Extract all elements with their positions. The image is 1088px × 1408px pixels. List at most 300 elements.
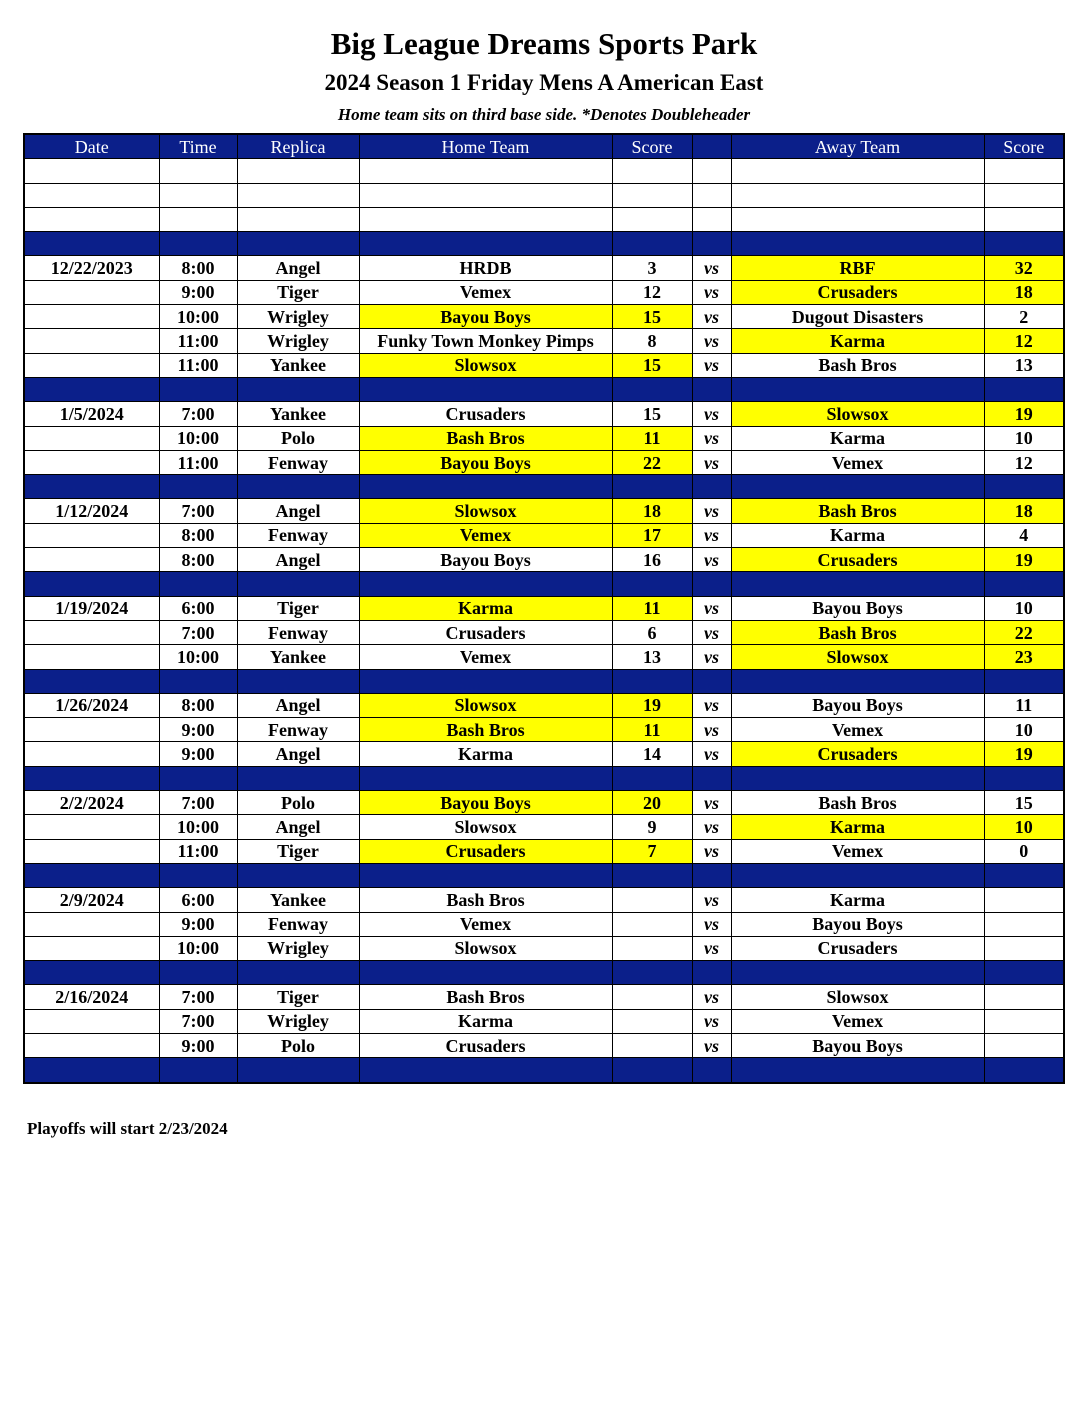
away-score: 12 (984, 329, 1064, 353)
game-time: 7:00 (159, 985, 237, 1009)
separator-cell (692, 766, 731, 790)
blank-cell (237, 159, 359, 183)
game-time: 9:00 (159, 912, 237, 936)
away-score: 0 (984, 839, 1064, 863)
game-date: 1/5/2024 (24, 402, 159, 426)
separator-cell (237, 377, 359, 401)
game-time: 6:00 (159, 888, 237, 912)
blank-cell (612, 159, 692, 183)
home-team: Crusaders (359, 839, 612, 863)
week-separator-row (24, 232, 1064, 256)
week-separator-row (24, 961, 1064, 985)
vs-label: vs (692, 596, 731, 620)
game-replica-field: Fenway (237, 718, 359, 742)
game-row (24, 912, 1064, 936)
page-title: Big League Dreams Sports Park (330, 26, 758, 61)
game-date (24, 912, 159, 936)
separator-cell (612, 572, 692, 596)
game-date (24, 523, 159, 547)
game-date (24, 620, 159, 644)
league-subtitle: 2024 Season 1 Friday Mens A American East (324, 70, 764, 95)
separator-cell (984, 475, 1064, 499)
game-replica-field: Tiger (237, 985, 359, 1009)
home-score: 13 (612, 645, 692, 669)
away-team: Bayou Boys (731, 1033, 984, 1057)
away-team: Karma (731, 888, 984, 912)
col-header-home-team: Home Team (359, 134, 612, 159)
game-time: 10:00 (159, 815, 237, 839)
away-score (984, 912, 1064, 936)
blank-cell (731, 207, 984, 231)
home-team: Karma (359, 596, 612, 620)
game-date (24, 1033, 159, 1057)
game-time: 11:00 (159, 329, 237, 353)
vs-label: vs (692, 402, 731, 426)
blank-cell (359, 183, 612, 207)
game-row (24, 742, 1064, 766)
blank-cell (24, 207, 159, 231)
home-team: Bayou Boys (359, 548, 612, 572)
blank-cell (24, 183, 159, 207)
week-separator-row (24, 863, 1064, 887)
game-time: 8:00 (159, 548, 237, 572)
game-time: 9:00 (159, 1033, 237, 1057)
separator-cell (24, 232, 159, 256)
vs-label: vs (692, 280, 731, 304)
game-time: 9:00 (159, 742, 237, 766)
blank-row (24, 159, 1064, 183)
separator-cell (159, 961, 237, 985)
home-team: Slowsox (359, 936, 612, 960)
schedule-table (23, 133, 1065, 1084)
separator-cell (692, 572, 731, 596)
away-score: 19 (984, 742, 1064, 766)
game-time: 11:00 (159, 450, 237, 474)
away-team: Crusaders (731, 742, 984, 766)
separator-cell (731, 1058, 984, 1083)
home-score: 12 (612, 280, 692, 304)
game-replica-field: Wrigley (237, 1009, 359, 1033)
game-row (24, 1009, 1064, 1033)
blank-cell (24, 159, 159, 183)
separator-cell (612, 377, 692, 401)
home-score: 6 (612, 620, 692, 644)
separator-cell (984, 232, 1064, 256)
game-row (24, 839, 1064, 863)
separator-cell (984, 766, 1064, 790)
game-replica-field: Fenway (237, 620, 359, 644)
game-row (24, 620, 1064, 644)
separator-cell (731, 475, 984, 499)
game-replica-field: Angel (237, 742, 359, 766)
separator-cell (612, 475, 692, 499)
game-replica-field: Polo (237, 791, 359, 815)
separator-cell (731, 863, 984, 887)
game-row (24, 548, 1064, 572)
blank-cell (237, 183, 359, 207)
separator-cell (984, 572, 1064, 596)
separator-cell (692, 961, 731, 985)
blank-cell (984, 183, 1064, 207)
away-team: Dugout Disasters (731, 305, 984, 329)
away-team: Bash Bros (731, 499, 984, 523)
away-team: Vemex (731, 1009, 984, 1033)
game-replica-field: Yankee (237, 353, 359, 377)
separator-cell (24, 377, 159, 401)
away-team: Slowsox (731, 985, 984, 1009)
home-team: Vemex (359, 280, 612, 304)
blank-cell (692, 183, 731, 207)
blank-cell (612, 207, 692, 231)
home-team: Karma (359, 742, 612, 766)
col-header-home-score: Score (612, 134, 692, 159)
home-score: 9 (612, 815, 692, 839)
game-time: 7:00 (159, 1009, 237, 1033)
away-score: 18 (984, 499, 1064, 523)
separator-cell (359, 766, 612, 790)
separator-cell (237, 1058, 359, 1083)
game-row (24, 596, 1064, 620)
home-team: Vemex (359, 645, 612, 669)
game-row (24, 256, 1064, 280)
blank-cell (692, 159, 731, 183)
home-team: Bayou Boys (359, 450, 612, 474)
vs-label: vs (692, 718, 731, 742)
away-score (984, 936, 1064, 960)
game-time: 9:00 (159, 718, 237, 742)
game-time: 7:00 (159, 791, 237, 815)
game-date (24, 280, 159, 304)
game-replica-field: Fenway (237, 523, 359, 547)
game-date (24, 742, 159, 766)
vs-label: vs (692, 888, 731, 912)
game-time: 11:00 (159, 353, 237, 377)
away-team: Vemex (731, 450, 984, 474)
blank-cell (984, 159, 1064, 183)
away-team: Crusaders (731, 936, 984, 960)
home-score (612, 912, 692, 936)
game-time: 7:00 (159, 402, 237, 426)
blank-cell (237, 207, 359, 231)
game-replica-field: Angel (237, 256, 359, 280)
away-team: Bayou Boys (731, 596, 984, 620)
game-row (24, 815, 1064, 839)
away-score: 32 (984, 256, 1064, 280)
game-replica-field: Tiger (237, 280, 359, 304)
header-row (24, 134, 1064, 159)
game-date: 2/2/2024 (24, 791, 159, 815)
game-date: 2/9/2024 (24, 888, 159, 912)
separator-cell (692, 863, 731, 887)
game-row (24, 499, 1064, 523)
away-score (984, 1009, 1064, 1033)
separator-cell (237, 863, 359, 887)
separator-cell (24, 961, 159, 985)
separator-cell (237, 572, 359, 596)
home-team: Slowsox (359, 693, 612, 717)
home-score: 19 (612, 693, 692, 717)
away-score: 10 (984, 596, 1064, 620)
separator-cell (24, 669, 159, 693)
home-score: 15 (612, 353, 692, 377)
game-replica-field: Fenway (237, 912, 359, 936)
separator-cell (24, 863, 159, 887)
separator-cell (24, 475, 159, 499)
game-time: 6:00 (159, 596, 237, 620)
away-score: 22 (984, 620, 1064, 644)
game-row (24, 402, 1064, 426)
game-time: 8:00 (159, 256, 237, 280)
separator-cell (692, 475, 731, 499)
game-replica-field: Angel (237, 499, 359, 523)
vs-label: vs (692, 791, 731, 815)
game-row (24, 280, 1064, 304)
home-score (612, 1033, 692, 1057)
game-time: 11:00 (159, 839, 237, 863)
home-team: Slowsox (359, 353, 612, 377)
week-separator-row (24, 669, 1064, 693)
home-team: Vemex (359, 523, 612, 547)
home-score: 15 (612, 402, 692, 426)
week-separator-row (24, 475, 1064, 499)
separator-cell (359, 377, 612, 401)
home-team: Bayou Boys (359, 305, 612, 329)
separator-cell (159, 232, 237, 256)
home-score: 7 (612, 839, 692, 863)
home-score: 15 (612, 305, 692, 329)
separator-cell (692, 1058, 731, 1083)
game-date (24, 450, 159, 474)
away-score: 2 (984, 305, 1064, 329)
vs-label: vs (692, 693, 731, 717)
game-date (24, 353, 159, 377)
game-date (24, 645, 159, 669)
blank-cell (692, 207, 731, 231)
game-time: 10:00 (159, 305, 237, 329)
game-row (24, 985, 1064, 1009)
home-score: 17 (612, 523, 692, 547)
separator-cell (24, 1058, 159, 1083)
home-score: 14 (612, 742, 692, 766)
vs-label: vs (692, 815, 731, 839)
home-score (612, 1009, 692, 1033)
game-date (24, 718, 159, 742)
separator-cell (612, 669, 692, 693)
home-team: Crusaders (359, 402, 612, 426)
away-team: Karma (731, 523, 984, 547)
col-header-date: Date (24, 134, 159, 159)
blank-cell (984, 207, 1064, 231)
separator-cell (984, 669, 1064, 693)
away-team: Vemex (731, 718, 984, 742)
vs-label: vs (692, 645, 731, 669)
week-separator-row (24, 1058, 1064, 1083)
home-team: Bash Bros (359, 426, 612, 450)
away-score: 18 (984, 280, 1064, 304)
vs-label: vs (692, 353, 731, 377)
vs-label: vs (692, 936, 731, 960)
separator-cell (359, 232, 612, 256)
home-score (612, 985, 692, 1009)
game-date (24, 548, 159, 572)
home-score: 11 (612, 596, 692, 620)
home-score: 22 (612, 450, 692, 474)
game-date (24, 839, 159, 863)
home-team: HRDB (359, 256, 612, 280)
game-time: 8:00 (159, 693, 237, 717)
blank-cell (731, 159, 984, 183)
separator-cell (237, 232, 359, 256)
blank-cell (731, 183, 984, 207)
separator-cell (237, 475, 359, 499)
vs-label: vs (692, 839, 731, 863)
game-date: 12/22/2023 (24, 256, 159, 280)
separator-cell (984, 863, 1064, 887)
vs-label: vs (692, 305, 731, 329)
vs-label: vs (692, 523, 731, 547)
home-score: 16 (612, 548, 692, 572)
blank-cell (612, 183, 692, 207)
separator-cell (159, 572, 237, 596)
home-team: Bash Bros (359, 985, 612, 1009)
game-row (24, 1033, 1064, 1057)
separator-cell (612, 1058, 692, 1083)
separator-cell (359, 475, 612, 499)
vs-label: vs (692, 426, 731, 450)
game-row (24, 645, 1064, 669)
game-replica-field: Wrigley (237, 329, 359, 353)
separator-cell (612, 232, 692, 256)
game-row (24, 693, 1064, 717)
separator-cell (731, 961, 984, 985)
blank-cell (159, 159, 237, 183)
game-date (24, 936, 159, 960)
game-replica-field: Yankee (237, 888, 359, 912)
away-score: 23 (984, 645, 1064, 669)
separator-cell (359, 669, 612, 693)
week-separator-row (24, 766, 1064, 790)
away-team: Slowsox (731, 645, 984, 669)
separator-cell (692, 669, 731, 693)
separator-cell (612, 863, 692, 887)
game-date (24, 329, 159, 353)
separator-cell (731, 766, 984, 790)
game-row (24, 353, 1064, 377)
separator-cell (731, 669, 984, 693)
vs-label: vs (692, 742, 731, 766)
game-row (24, 426, 1064, 450)
game-date (24, 305, 159, 329)
away-team: Vemex (731, 839, 984, 863)
vs-label: vs (692, 1033, 731, 1057)
col-header-replica: Replica (237, 134, 359, 159)
game-replica-field: Yankee (237, 402, 359, 426)
separator-cell (159, 669, 237, 693)
game-row (24, 888, 1064, 912)
away-score (984, 888, 1064, 912)
home-team: Karma (359, 1009, 612, 1033)
week-separator-row (24, 572, 1064, 596)
away-score: 12 (984, 450, 1064, 474)
game-row (24, 791, 1064, 815)
away-team: Bash Bros (731, 791, 984, 815)
home-team: Bayou Boys (359, 791, 612, 815)
home-team: Slowsox (359, 499, 612, 523)
away-score: 19 (984, 548, 1064, 572)
away-team: Bayou Boys (731, 912, 984, 936)
col-header-vs (692, 134, 731, 159)
vs-label: vs (692, 450, 731, 474)
game-row (24, 718, 1064, 742)
home-team: Bash Bros (359, 888, 612, 912)
away-score: 11 (984, 693, 1064, 717)
game-replica-field: Fenway (237, 450, 359, 474)
home-score: 3 (612, 256, 692, 280)
game-time: 10:00 (159, 936, 237, 960)
away-score: 4 (984, 523, 1064, 547)
away-score: 10 (984, 426, 1064, 450)
away-team: Karma (731, 815, 984, 839)
separator-cell (159, 377, 237, 401)
blank-cell (159, 207, 237, 231)
schedule-note: Home team sits on third base side. *Denotes Doubleheader (337, 105, 751, 124)
away-team: Slowsox (731, 402, 984, 426)
blank-cell (359, 207, 612, 231)
game-replica-field: Yankee (237, 645, 359, 669)
separator-cell (359, 961, 612, 985)
game-replica-field: Wrigley (237, 305, 359, 329)
game-date (24, 815, 159, 839)
away-team: Bash Bros (731, 353, 984, 377)
separator-cell (612, 961, 692, 985)
game-time: 8:00 (159, 523, 237, 547)
game-row (24, 305, 1064, 329)
home-score (612, 888, 692, 912)
game-time: 7:00 (159, 499, 237, 523)
separator-cell (731, 572, 984, 596)
away-score: 15 (984, 791, 1064, 815)
col-header-time: Time (159, 134, 237, 159)
game-replica-field: Angel (237, 693, 359, 717)
separator-cell (24, 766, 159, 790)
separator-cell (159, 863, 237, 887)
separator-cell (24, 572, 159, 596)
game-replica-field: Tiger (237, 596, 359, 620)
vs-label: vs (692, 256, 731, 280)
game-replica-field: Angel (237, 815, 359, 839)
away-score: 13 (984, 353, 1064, 377)
col-header-away-score: Score (984, 134, 1064, 159)
blank-cell (359, 159, 612, 183)
game-replica-field: Wrigley (237, 936, 359, 960)
home-score: 20 (612, 791, 692, 815)
separator-cell (692, 377, 731, 401)
game-date: 1/26/2024 (24, 693, 159, 717)
away-team: Crusaders (731, 280, 984, 304)
separator-cell (159, 1058, 237, 1083)
away-team: RBF (731, 256, 984, 280)
blank-cell (159, 183, 237, 207)
home-team: Bash Bros (359, 718, 612, 742)
game-time: 7:00 (159, 620, 237, 644)
separator-cell (731, 377, 984, 401)
vs-label: vs (692, 620, 731, 644)
away-score: 19 (984, 402, 1064, 426)
away-team: Karma (731, 329, 984, 353)
schedule-body (24, 159, 1064, 1083)
game-date: 2/16/2024 (24, 985, 159, 1009)
away-team: Bash Bros (731, 620, 984, 644)
